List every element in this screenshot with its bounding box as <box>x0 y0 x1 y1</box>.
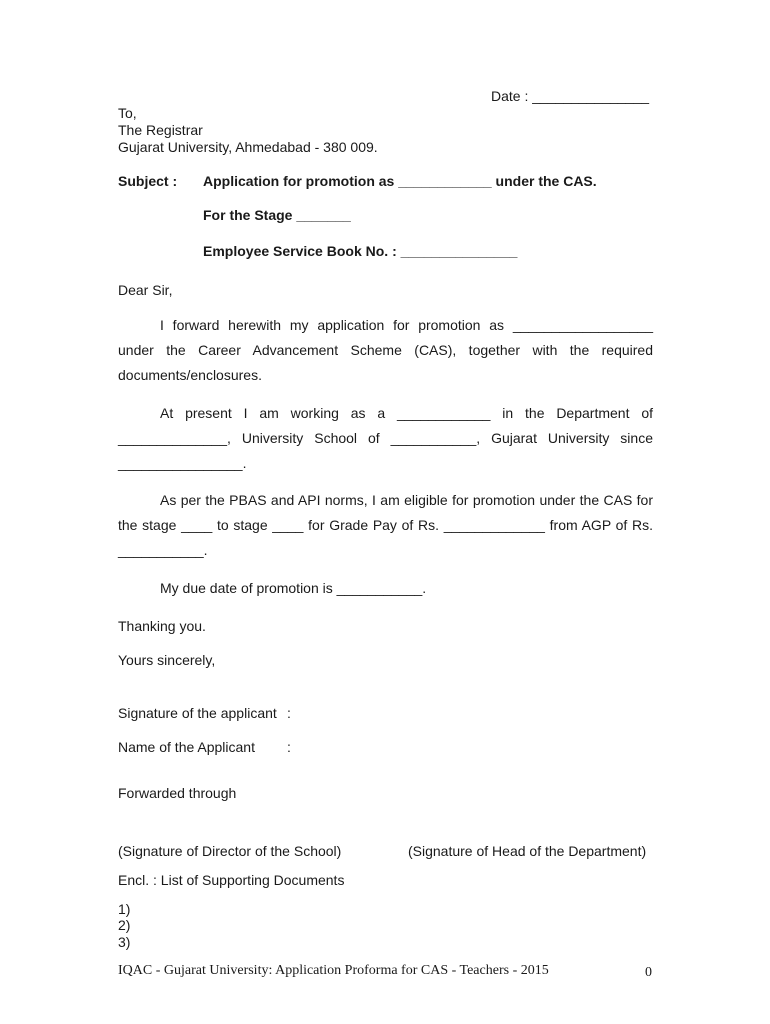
closing-line: Yours sincerely, <box>118 652 216 668</box>
director-signature: (Signature of Director of the School) <box>118 843 342 859</box>
to-line: To, <box>118 105 137 121</box>
date-line: Date : _______________ <box>491 88 650 104</box>
enclosure-item: 2) <box>118 917 131 933</box>
enclosure-item: 3) <box>118 934 131 950</box>
salutation: Dear Sir, <box>118 282 173 298</box>
enclosure-item: 1) <box>118 901 131 917</box>
paragraph-1-text: I forward herewith my application for promotion as __________________ under the Career Advancement Scheme (CAS), together with the required documents/enclosures. <box>118 317 653 383</box>
signature-label: Signature of the applicant <box>118 705 277 721</box>
page-number: 0 <box>645 965 652 980</box>
name-label: Name of the Applicant <box>118 739 255 755</box>
paragraph-2 <box>118 401 653 476</box>
recipient: The Registrar <box>118 122 203 138</box>
subject-label: Subject : <box>118 173 178 189</box>
paragraph-4 <box>118 576 653 601</box>
paragraph-4-text: My due date of promotion is ___________. <box>160 580 427 596</box>
recipient-address: Gujarat University, Ahmedabad - 380 009. <box>118 139 378 155</box>
subject-line-1: Application for promotion as ____________ under the CAS. <box>203 173 597 189</box>
paragraph-1 <box>118 313 653 388</box>
forwarded-through: Forwarded through <box>118 785 237 801</box>
enclosures-title: Encl. : List of Supporting Documents <box>118 872 345 888</box>
paragraph-2-text: At present I am working as a ____________ in the Department of ______________, University School of ___________, Gujarat University since ________________. <box>118 405 653 471</box>
paragraph-3-text: As per the PBAS and API norms, I am eligible for promotion under the CAS for the stage ____ to stage ____ for Grade Pay of Rs. _____________ from AGP of Rs. ___________. <box>118 492 653 558</box>
name-colon: : <box>287 739 291 755</box>
head-signature: (Signature of Head of the Department) <box>408 843 647 859</box>
subject-line-2: For the Stage _______ <box>203 207 351 223</box>
paragraph-3 <box>118 488 653 563</box>
footer-text: IQAC - Gujarat University: Application Proforma for CAS - Teachers - 2015 <box>118 963 549 978</box>
thanks-line: Thanking you. <box>118 618 206 634</box>
subject-line-3: Employee Service Book No. : _______________ <box>203 243 518 259</box>
signature-colon: : <box>287 705 291 721</box>
